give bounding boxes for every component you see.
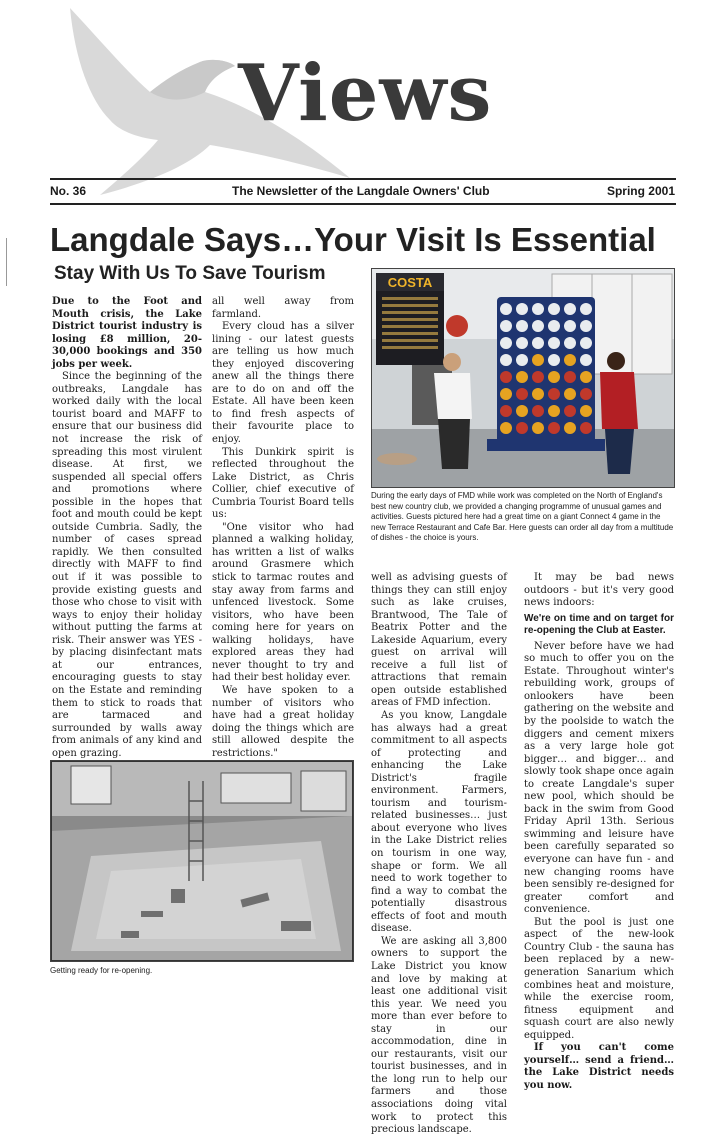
connect4-hole bbox=[532, 405, 544, 417]
margin-mark bbox=[6, 238, 7, 286]
article-paragraph: As you know, Langdale has always had a great commitment to all aspects of protecting and enhancing the Lake District's fragile environment. Farmers, tourism and tourism-related businesses… just about everyone who lives in the Lake District relies on tourism in one way, shape or form. We all need to work together to find a way to combat the potentially disastrous effects of foot and mouth disease. bbox=[371, 710, 507, 935]
connect4-hole bbox=[516, 405, 528, 417]
connect4-hole bbox=[564, 337, 576, 349]
connect4-hole bbox=[580, 303, 592, 315]
connect4-hole bbox=[516, 388, 528, 400]
connect4-hole bbox=[548, 405, 560, 417]
connect4-photo-caption: During the early days of FMD while work was completed on the North of England's best new country club, we provided a changing programme of unusual games and activities. Guests pictured here had a great time on a giant Connect 4 game in the new Terrace Restaurant and Cafe Bar. Here guests can order all day from a multitude of dishes - the choice is yours. bbox=[371, 491, 674, 542]
newsletter-name: The Newsletter of the Langdale Owners' Club bbox=[232, 184, 490, 198]
pool-construction-photo bbox=[50, 760, 354, 962]
connect4-hole bbox=[564, 354, 576, 366]
headline: Langdale Says…Your Visit Is Essential bbox=[50, 221, 656, 258]
connect4-hole bbox=[580, 405, 592, 417]
article-subhead: We're on time and on target for re-opening the Club at Easter. bbox=[524, 612, 674, 637]
connect4-hole bbox=[580, 354, 592, 366]
connect4-hole bbox=[516, 337, 528, 349]
connect4-hole bbox=[580, 422, 592, 434]
article-quote: We have spoken to a number of visitors who have had a great holiday doing the things which are still allowed despite the restrictions." bbox=[212, 684, 354, 759]
connect4-hole bbox=[516, 422, 528, 434]
article-paragraph: It may be bad news outdoors - but it's very good news indoors: bbox=[524, 572, 674, 609]
article-paragraph: This Dunkirk spirit is reflected throughout the Lake District, as Chris Collier, chief executive of Cumbria Tourist Board tells us: bbox=[212, 446, 354, 521]
connect4-hole bbox=[548, 388, 560, 400]
connect4-hole bbox=[532, 320, 544, 332]
article-paragraph: Every cloud has a silver lining - our latest guests are telling us how much they enjoyed discovering anew all the things there are to do on and off the Estate. All have been keen to find fresh aspects of their favourite place to enjoy. bbox=[212, 321, 354, 446]
article-closing: If you can't come yourself… send a friend… the Lake District needs you now. bbox=[524, 1042, 674, 1091]
connect4-hole bbox=[564, 371, 576, 383]
connect4-photo-illustration bbox=[372, 269, 674, 487]
connect4-hole bbox=[564, 422, 576, 434]
article-paragraph: But the pool is just one aspect of the new-look Country Club - the sauna has been replaced by a new-generation Sanarium which combines heat and moisture, while the exercise room, fitness equipment and squash court are also newly equipped. bbox=[524, 916, 674, 1041]
subheadline: Stay With Us To Save Tourism bbox=[54, 263, 326, 284]
connect4-hole bbox=[564, 388, 576, 400]
connect4-hole bbox=[500, 388, 512, 400]
article-quote: "One visitor who had planned a walking holiday, has written a list of walks around Grasmere which stick to tarmac routes and stay away from farms and unfenced livestock. Some visitors, who have been coming here for years on walking holidays, have explored areas they had never thought to try and had their best holiday ever. bbox=[212, 521, 354, 684]
issue-number: No. 36 bbox=[50, 184, 87, 198]
connect4-hole bbox=[548, 337, 560, 349]
connect4-hole bbox=[516, 303, 528, 315]
connect4-hole bbox=[564, 320, 576, 332]
article-lead: Due to the Foot and Mouth crisis, the Lake District tourist industry is losing £8 million, 20-30,000 bookings and 350 jobs per week. bbox=[52, 296, 202, 370]
connect4-board bbox=[487, 297, 605, 451]
connect4-hole bbox=[532, 388, 544, 400]
connect4-hole bbox=[548, 371, 560, 383]
masthead-rule-bottom bbox=[50, 203, 676, 205]
article-paragraph: We are asking all 3,800 owners to support the Lake District you know and love by making at least one additional visit this year. We need you more than ever before to stay in our accommodation, dine in our restaurants, visit our tourist businesses, and in the long run to help our farmers and those associations doing vital work to protect this precious landscape. bbox=[371, 935, 507, 1136]
connect4-hole bbox=[580, 388, 592, 400]
connect4-photo bbox=[371, 268, 675, 488]
pool-construction-illustration bbox=[51, 761, 353, 961]
article-paragraph: all well away from farmland. bbox=[212, 296, 354, 320]
article-column-4 bbox=[524, 572, 674, 1092]
connect4-hole bbox=[516, 354, 528, 366]
connect4-hole bbox=[500, 405, 512, 417]
connect4-hole bbox=[500, 337, 512, 349]
article-paragraph: well as advising guests of things they can still enjoy such as lake cruises, Brantwood, The Tale of Beatrix Potter and the Lakeside Aquarium, every guest on arrival will receive a full list of attractions that remain open outside established areas of FMD infection. bbox=[371, 572, 507, 709]
connect4-hole bbox=[548, 354, 560, 366]
connect4-hole bbox=[548, 422, 560, 434]
masthead-title: Views bbox=[238, 48, 493, 139]
connect4-hole bbox=[500, 303, 512, 315]
connect4-hole bbox=[532, 371, 544, 383]
connect4-hole bbox=[532, 337, 544, 349]
connect4-hole bbox=[548, 320, 560, 332]
connect4-hole bbox=[500, 354, 512, 366]
connect4-hole bbox=[500, 371, 512, 383]
connect4-hole bbox=[516, 320, 528, 332]
connect4-hole bbox=[532, 354, 544, 366]
connect4-hole bbox=[548, 303, 560, 315]
connect4-hole bbox=[516, 371, 528, 383]
connect4-hole bbox=[500, 422, 512, 434]
connect4-hole bbox=[580, 320, 592, 332]
issue-date: Spring 2001 bbox=[606, 184, 675, 198]
masthead-rule-top bbox=[50, 178, 676, 180]
connect4-hole bbox=[532, 422, 544, 434]
article-paragraph: Since the beginning of the outbreaks, Langdale has worked daily with the local tourist board and MAFF to ensure that our business did not increase the risk of spreading this most virulent disease. At first, we suspended all special offers and promotions where possible in the hopes that foot and mouth could be kept outside Cumbria. Sadly, the number of cases spread rapidly. We then consulted directly with MAFF to find out if it was possible to provide existing guests and those who chose to visit with ways to enjoy their holiday without putting the farms at risk. Their answer was YES - by placing disinfectant mats at our entrances, encouraging guests to stay on the Estate and reminding them to stick to roads that are tarmaced and surrounded by walls away from animals of any kind and open grazing. bbox=[52, 371, 202, 759]
pool-photo-caption: Getting ready for re-opening. bbox=[50, 966, 153, 975]
connect4-hole bbox=[580, 371, 592, 383]
article-paragraph: Never before have we had so much to offer you on the Estate. Throughout winter's rebuilding work, groups of onlookers have been gathering on the website and by the poolside to watch the diggers and cement mixers as a very large hole got bigger… and bigger… and slowly took shape once again to create Langdale's super new pool, which should be back in the swim from Good Friday April 13th. Serious swimming and leisure have been carefully separated so everyone can have fun - and new changing rooms have been sensibly re-designed for greater comfort and convenience. bbox=[524, 640, 674, 916]
article-column-3 bbox=[371, 572, 507, 1137]
connect4-hole bbox=[580, 337, 592, 349]
connect4-hole bbox=[564, 405, 576, 417]
connect4-hole bbox=[532, 303, 544, 315]
connect4-hole bbox=[500, 320, 512, 332]
costa-sign: COSTA bbox=[387, 275, 433, 290]
connect4-hole bbox=[564, 303, 576, 315]
